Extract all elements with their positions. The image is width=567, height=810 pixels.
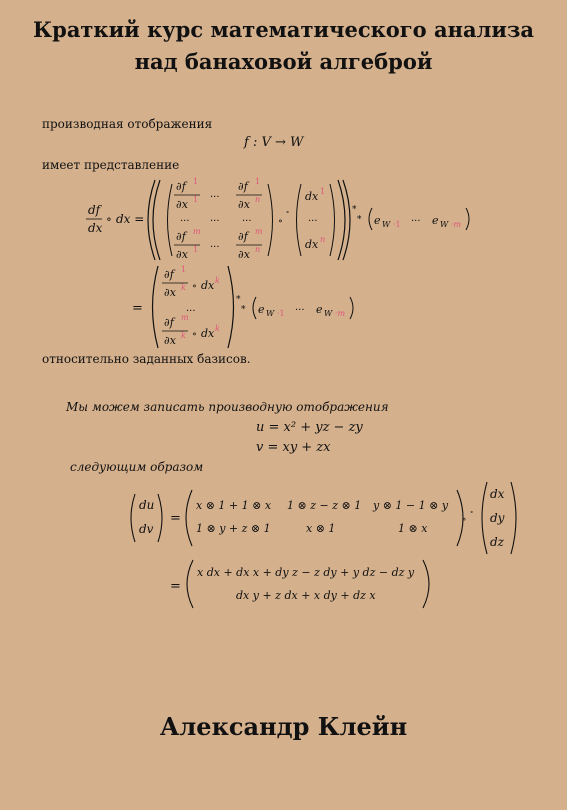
svg-text:W: W (382, 220, 391, 229)
svg-text:n: n (255, 195, 261, 204)
svg-text:·1: ·1 (393, 220, 401, 229)
svg-text:n: n (255, 245, 261, 254)
svg-text:m: m (255, 227, 263, 236)
result-row-1: x dx + dx x + dy z − z dy + y dz − dz y (197, 566, 415, 579)
svg-text:∂f: ∂f (176, 180, 186, 193)
svg-text:k: k (215, 276, 220, 285)
svg-text:∘: ∘ (192, 329, 197, 340)
svg-text:W: W (266, 309, 275, 318)
matrix-cell-2-3: 1 ⊗ x (398, 522, 428, 535)
svg-text:∂x: ∂x (238, 198, 250, 211)
svg-text:1: 1 (193, 177, 199, 186)
svg-text:e: e (374, 214, 381, 227)
svg-text:dx =: dx = (116, 212, 145, 226)
lhs-derivative (86, 203, 144, 235)
dx-vector (305, 187, 325, 251)
svg-text:∂x: ∂x (164, 286, 176, 299)
svg-text:∘: ∘ (462, 515, 467, 525)
svg-text:∘: ∘ (192, 281, 197, 292)
result-row-2: dx y + z dx + x dy + dz x (236, 589, 376, 602)
svg-text:∂x: ∂x (176, 248, 188, 261)
svg-text:dx: dx (201, 327, 215, 340)
svg-text:e: e (432, 214, 439, 227)
section1-intro: производная отображения (42, 117, 213, 131)
composed-column (162, 265, 220, 347)
title-line-2: над банаховой алгеброй (134, 49, 433, 74)
svg-text:·1: ·1 (277, 309, 285, 318)
svg-text:···: ··· (308, 216, 318, 227)
section2-intro: Мы можем записать производную отображения (66, 400, 389, 414)
svg-text:·m: ·m (335, 309, 346, 318)
svg-text:=: = (170, 511, 181, 526)
svg-text:1: 1 (193, 245, 199, 254)
svg-text:···: ··· (180, 216, 190, 227)
svg-text:1: 1 (193, 195, 199, 204)
svg-text:1: 1 (320, 187, 326, 196)
svg-text:W: W (440, 220, 449, 229)
svg-text:1: 1 (181, 265, 187, 274)
section2-follows: следующим образом (70, 460, 204, 474)
svg-text:∂f: ∂f (164, 268, 174, 281)
svg-text:∂x: ∂x (238, 248, 250, 261)
svg-text:·m: ·m (451, 220, 462, 229)
svg-text:k: k (181, 283, 186, 292)
svg-text:*: * (236, 295, 241, 305)
map-formula: f : V → W (244, 135, 304, 150)
svg-text:···: ··· (210, 216, 220, 227)
matrix-cell-1-3: y ⊗ 1 − 1 ⊗ y (373, 499, 449, 512)
svg-text:=: = (170, 579, 181, 594)
svg-text:*: * (352, 205, 357, 215)
svg-text:m: m (181, 313, 189, 322)
author-name: Александр Клейн (159, 712, 408, 741)
equation-u: u = x² + yz − zy (256, 420, 363, 435)
svg-text:m: m (193, 227, 201, 236)
svg-text:k: k (215, 324, 220, 333)
svg-text:∂x: ∂x (176, 198, 188, 211)
svg-text:···: ··· (411, 216, 421, 227)
section1-closing: относительно заданных базисов. (42, 352, 251, 366)
svg-text:∂f: ∂f (176, 230, 186, 243)
svg-text:dx: dx (305, 190, 319, 203)
matrix-cell-1-2: 1 ⊗ z − z ⊗ 1 (287, 499, 362, 512)
svg-text:∂f: ∂f (164, 316, 174, 329)
matrix-cell-1-1: x ⊗ 1 + 1 ⊗ x (196, 499, 272, 512)
svg-text:=: = (132, 301, 143, 316)
svg-text:···: ··· (295, 305, 305, 316)
svg-text:k: k (181, 331, 186, 340)
svg-text:···: ··· (210, 242, 220, 253)
svg-text:∘: ∘ (278, 216, 283, 227)
svg-text:···: ··· (242, 216, 252, 227)
matrix-cell-2-2: x ⊗ 1 (306, 522, 336, 535)
svg-text:···: ··· (210, 192, 220, 203)
svg-text:dx: dx (88, 221, 103, 235)
svg-text:∘: ∘ (286, 208, 290, 216)
matrix-cell-2-1: 1 ⊗ y + z ⊗ 1 (196, 522, 271, 535)
title-line-1: Краткий курс математического анализа (33, 17, 534, 42)
svg-text:dx: dx (305, 238, 319, 251)
equation-v: v = xy + zx (256, 440, 331, 455)
svg-text:∂f: ∂f (238, 180, 248, 193)
svg-text:···: ··· (186, 306, 196, 317)
svg-text:∘: ∘ (470, 508, 474, 516)
svg-text:e: e (258, 303, 265, 316)
svg-text:∂f: ∂f (238, 230, 248, 243)
book-cover: Краткий курс математического анализа над банаховой алгеброй производная отображения f : V → W имеет представление относительно заданных базисов. df dx ∘ dx = ∂f 1 ∂x 1 ··· ∂f 1 ∂x n ··· ··· ··· ∂f m ∂x 1 ··· ∂f m ∂x n ∘ ∘ dx 1 ··· dx n * * e W ·1 ··· e W ·m = ∂f 1 ∂x k ∘ dx k ··· ∂f m ∂x k ∘ dx k * * e W ·1 ··· e W ·m = ∘ ∘ = Мы можем записать производную отображения u = x² + yz − zy v = xy + zx следующим образом du dv x ⊗ 1 + 1 ⊗ x 1 ⊗ z − z ⊗ 1 y ⊗ 1 − 1 ⊗ y 1 ⊗ y + z ⊗ 1 x ⊗ 1 1 ⊗ x dx dy dz x dx + dx x + dy z − z dy + y dz − dz y dx y + z dx + x dy + dz x Александр Клейн (0, 0, 567, 810)
svg-text:dx: dx (201, 279, 215, 292)
jacobian-matrix (174, 177, 263, 261)
section1-representation-text: имеет представление (42, 158, 180, 172)
svg-text:e: e (316, 303, 323, 316)
svg-text:n: n (320, 235, 326, 244)
svg-text:*: * (241, 305, 246, 315)
svg-text:∂x: ∂x (164, 334, 176, 347)
svg-text:df: df (88, 203, 101, 217)
svg-text:*: * (357, 215, 362, 225)
svg-text:W: W (324, 309, 333, 318)
svg-text:1: 1 (255, 177, 261, 186)
svg-text:∘: ∘ (106, 212, 112, 226)
